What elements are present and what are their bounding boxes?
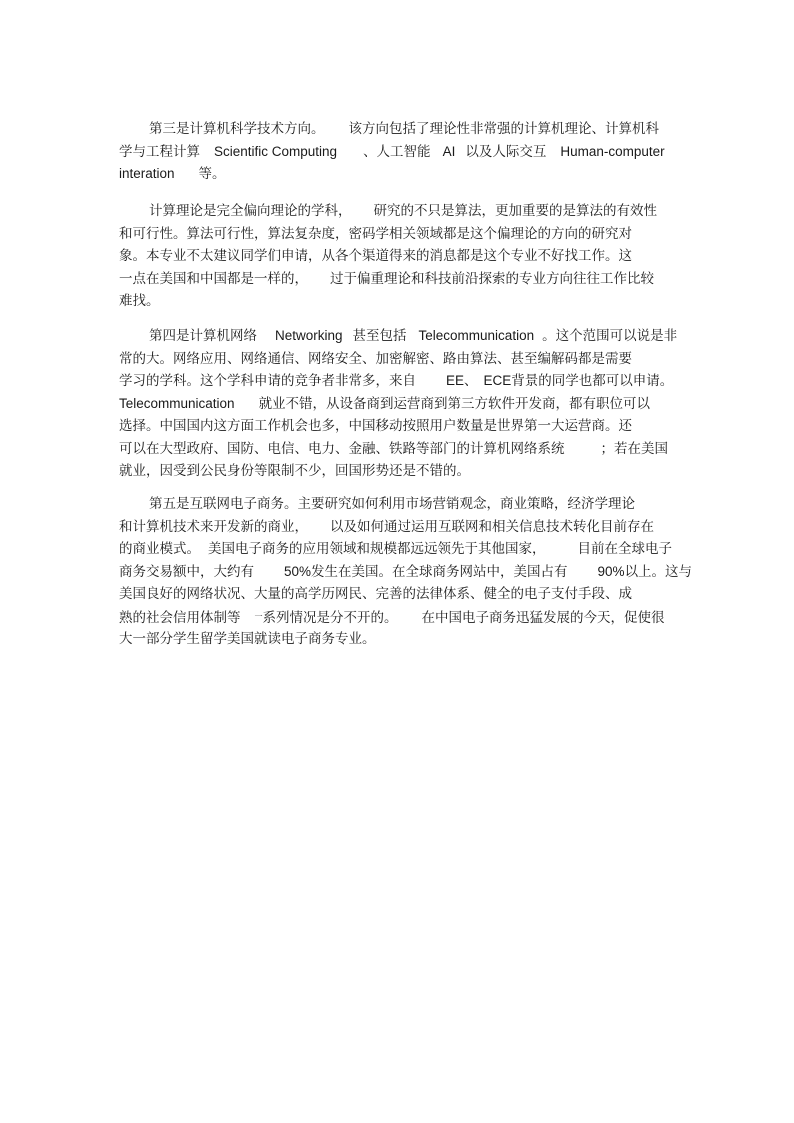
text-run: EE、	[446, 373, 478, 388]
paragraph-computer-science-technology	[119, 118, 679, 186]
text-line	[119, 561, 693, 584]
text-run: 系列情况是分不开的。	[262, 609, 398, 626]
text-run: Scientific Computing	[214, 143, 338, 159]
text-run: 选择。中国国内这方面工作机会也多，中国移动按照用户数量是世界第一大运营商。还	[119, 418, 632, 434]
text-run: 以及如何通过运用互联网和相关信息技术转化目前存在	[330, 518, 654, 535]
text-run: 在中国电子商务迅猛发展的今天，促使很	[421, 609, 665, 626]
text-line	[119, 141, 679, 164]
text-line	[119, 606, 679, 629]
text-run: 美国良好的网络状况、大量的高学历网民、完善的法律体系、健全的电子支付手段、成	[119, 586, 632, 602]
text-run: 目前在全球电子	[577, 541, 672, 557]
text-run: Telecommunication	[119, 395, 235, 411]
text-line	[119, 348, 679, 371]
text-run: 一点在美国和中国都是一样的，	[119, 270, 308, 287]
text-run: 大一部分学生留学美国就读电子商务专业。	[119, 631, 376, 647]
text-run: 计算理论是完全偏向理论的学科，	[149, 203, 352, 219]
text-line	[119, 325, 679, 348]
text-run: 、人工智能	[363, 143, 431, 160]
text-run: 甚至包括	[352, 328, 407, 344]
text-run: 过于偏重理论和科技前沿探索的专业方向往往工作比较	[330, 270, 654, 287]
text-run: 的商业模式。	[119, 541, 200, 557]
text-run: 美国电子商务的应用领域和规模都远远领先于其他国家，	[208, 541, 546, 557]
text-run: 难找。	[119, 293, 160, 309]
text-run: 第五是互联网电子商务。主要研究如何利用市场营销观念，商业策略，经济学理论	[149, 496, 635, 512]
text-line	[119, 516, 679, 539]
text-run: 可以在大型政府、国防、电信、电力、金融、铁路等部门的计算机网络系统	[119, 440, 565, 457]
text-run: Telecommunication	[418, 328, 535, 343]
text-line	[119, 200, 679, 223]
text-line	[119, 163, 679, 186]
text-run: 以及人际交互	[465, 143, 547, 160]
text-line	[119, 538, 679, 561]
text-line	[119, 370, 679, 393]
text-run: 和可行性。算法可行性，算法复杂度，密码学相关领域都是这个偏理论的方向的研究对	[119, 225, 632, 242]
text-run: 。这个范围可以说是非	[542, 328, 678, 344]
text-line	[119, 493, 679, 516]
text-line	[119, 460, 679, 483]
text-run: 就业，因受到公民身份等限制不少，回国形势还是不错的。	[119, 463, 470, 479]
text-run: 以上。这与	[624, 563, 693, 580]
paragraph-computer-networking	[119, 325, 679, 483]
text-run: 研究的不只是算法，更加重要的是算法的有效性	[373, 203, 657, 219]
text-line	[119, 415, 679, 438]
text-run: 就业不错，从设备商到运营商到第三方软件开发商，都有职位可以	[258, 395, 651, 412]
text-run: 熟的社会信用体制等	[119, 609, 241, 626]
text-run: 第四是计算机网络	[149, 328, 257, 344]
text-run: 和计算机技术来开发新的商业，	[119, 518, 308, 535]
text-run: AI	[442, 143, 456, 159]
paragraph-internet-e-commerce	[119, 493, 693, 651]
text-line	[119, 223, 679, 246]
text-line	[119, 118, 679, 141]
text-run: 50%	[284, 563, 312, 579]
text-line	[119, 393, 679, 416]
text-run: 常的大。网络应用、网络通信、网络安全、加密解密、路由算法、甚至编解码都是需要	[119, 350, 632, 367]
text-run: 等。	[198, 166, 226, 182]
text-line	[119, 583, 679, 606]
text-run: 第三是计算机科学技术方向。	[149, 121, 325, 137]
text-line	[119, 438, 679, 461]
text-run: ；若在美国	[600, 440, 668, 457]
text-line	[119, 290, 679, 313]
text-run: 象。本专业不太建议同学们申请，从各个渠道得来的消息都是这个专业不好找工作。这	[119, 248, 632, 264]
text-line	[119, 245, 679, 268]
text-run: 发生在美国。在全球商务网站中，美国占有	[311, 563, 568, 580]
text-run: ECE背景的同学也都可以申请。	[483, 373, 674, 388]
text-run: 一	[254, 611, 263, 621]
text-run: Human-computer	[560, 143, 665, 159]
text-run: 学习的学科。这个学科申请的竞争者非常多，来自	[119, 373, 416, 389]
text-run: interation	[119, 166, 175, 181]
text-run: 学与工程计算	[119, 143, 200, 160]
text-run: 该方向包括了理论性非常强的计算机理论、计算机科	[348, 121, 659, 137]
text-run: 90%	[597, 563, 625, 579]
text-line	[119, 628, 679, 651]
paragraph-theory-of-computation	[119, 200, 679, 313]
text-line	[119, 268, 679, 291]
text-run: Networking	[275, 328, 343, 343]
text-run: 商务交易额中，大约有	[119, 563, 254, 580]
